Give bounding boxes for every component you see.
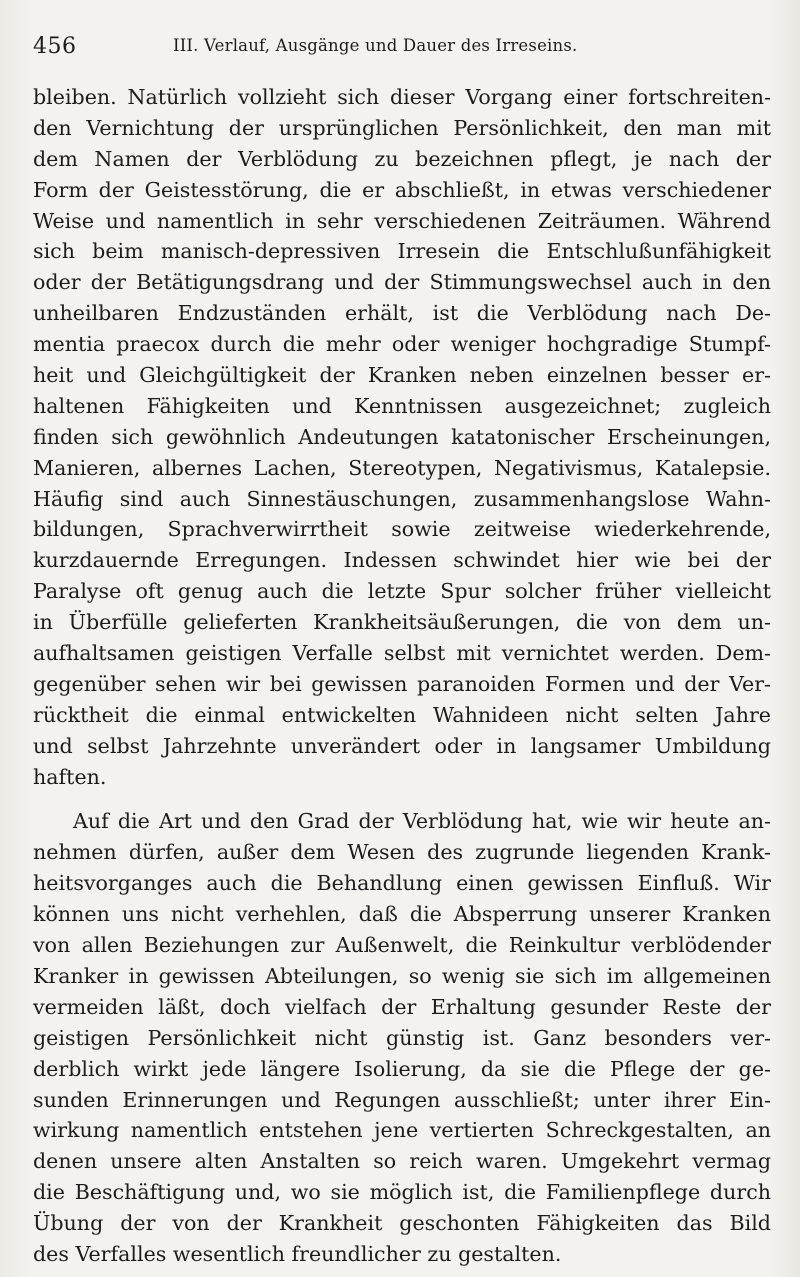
text-line: in Überfülle gelieferten Krankheitsäußerungen, die von dem un- <box>33 610 771 635</box>
text-line: Weise und namentlich in sehr verschiedenen Zeiträumen. Während <box>33 208 771 233</box>
text-line: des Verfalles wesentlich freundlicher zu gestalten. <box>33 1241 562 1266</box>
text-line: Paralyse oft genug auch die letzte Spur solcher früher vielleicht <box>33 579 771 604</box>
text-line: geistigen Persönlichkeit nicht günstig ist. Ganz besonders ver- <box>33 1025 771 1050</box>
text-line: Auf die Art und den Grad der Verblödung hat, wie wir heute an- <box>73 809 771 834</box>
text-line: rücktheit die einmal entwickelten Wahnideen nicht selten Jahre <box>33 702 771 727</box>
text-line: finden sich gewöhnlich Andeutungen katatonischer Erscheinungen, <box>33 424 771 449</box>
text-line: Manieren, albernes Lachen, Stereotypen, Negativismus, Katalepsie. <box>33 455 771 480</box>
text-line: von allen Beziehungen zur Außenwelt, die Reinkultur verblödender <box>33 933 771 958</box>
text-line: bleiben. Natürlich vollzieht sich dieser Vorgang einer fortschreiten- <box>33 85 771 109</box>
text-line: nehmen dürfen, außer dem Wesen des zugrunde liegenden Krank- <box>33 840 771 865</box>
paragraph-gap <box>33 792 771 806</box>
text-line: sich beim manisch-depressiven Irresein die Entschlußunfähigkeit <box>33 239 771 264</box>
text-line: haltenen Fähigkeiten und Kenntnissen ausgezeichnet; zugleich <box>33 393 771 418</box>
text-line: denen unsere alten Anstalten so reich waren. Umgekehrt vermag <box>33 1149 771 1174</box>
text-line: den Vernichtung der ursprünglichen Persönlichkeit, den man mit <box>33 115 771 140</box>
text-line: heit und Gleichgültigkeit der Kranken neben einzelnen besser er- <box>33 363 771 388</box>
text-line: und selbst Jahrzehnte unverändert oder in langsamer Umbildung <box>33 733 771 758</box>
text-line: kurzdauernde Erregungen. Indessen schwindet hier wie bei der <box>33 548 771 573</box>
paragraph-2 <box>33 806 771 1269</box>
paragraph-1 <box>33 82 771 792</box>
running-head: III. Verlauf, Ausgänge und Dauer des Irreseins. <box>173 36 578 55</box>
body-text <box>33 82 771 1270</box>
text-line: Häufig sind auch Sinnestäuschungen, zusammenhangslose Wahn- <box>33 486 771 511</box>
text-line: Kranker in gewissen Abteilungen, so wenig sie sich im allgemeinen <box>33 963 771 988</box>
text-line: aufhaltsamen geistigen Verfalle selbst mit vernichtet werden. Dem- <box>33 641 771 666</box>
text-line: haften. <box>33 764 107 789</box>
text-line: sunden Erinnerungen und Regungen ausschließt; unter ihrer Ein- <box>33 1087 771 1112</box>
text-line: dem Namen der Verblödung zu bezeichnen pflegt, je nach der <box>33 146 771 171</box>
text-line: Form der Geistesstörung, die er abschließt, in etwas verschiedener <box>33 177 771 202</box>
text-line: können uns nicht verhehlen, daß die Absperrung unserer Kranken <box>33 902 771 927</box>
text-line: derblich wirkt jede längere Isolierung, da sie die Pflege der ge- <box>33 1056 771 1081</box>
text-line: wirkung namentlich entstehen jene vertierten Schreckgestalten, an <box>33 1118 771 1143</box>
page-number: 456 <box>33 34 77 59</box>
text-line: oder der Betätigungsdrang und der Stimmungswechsel auch in den <box>33 270 771 295</box>
text-line: mentia praecox durch die mehr oder weniger hochgradige Stumpf- <box>33 332 771 357</box>
text-line: unheilbaren Endzuständen erhält, ist die Verblödung nach De- <box>33 301 771 326</box>
text-line: die Beschäftigung und, wo sie möglich ist, die Familienpflege durch <box>33 1180 771 1205</box>
text-line: bildungen, Sprachverwirrtheit sowie zeitweise wiederkehrende, <box>33 517 771 542</box>
text-line: heitsvorganges auch die Behandlung einen gewissen Einfluß. Wir <box>33 871 771 896</box>
page-header <box>33 34 772 68</box>
text-line: Übung der von der Krankheit geschonten Fähigkeiten das Bild <box>33 1211 771 1236</box>
text-line: gegenüber sehen wir bei gewissen paranoiden Formen und der Ver- <box>33 671 771 696</box>
text-line: vermeiden läßt, doch vielfach der Erhaltung gesunder Reste der <box>33 994 771 1019</box>
